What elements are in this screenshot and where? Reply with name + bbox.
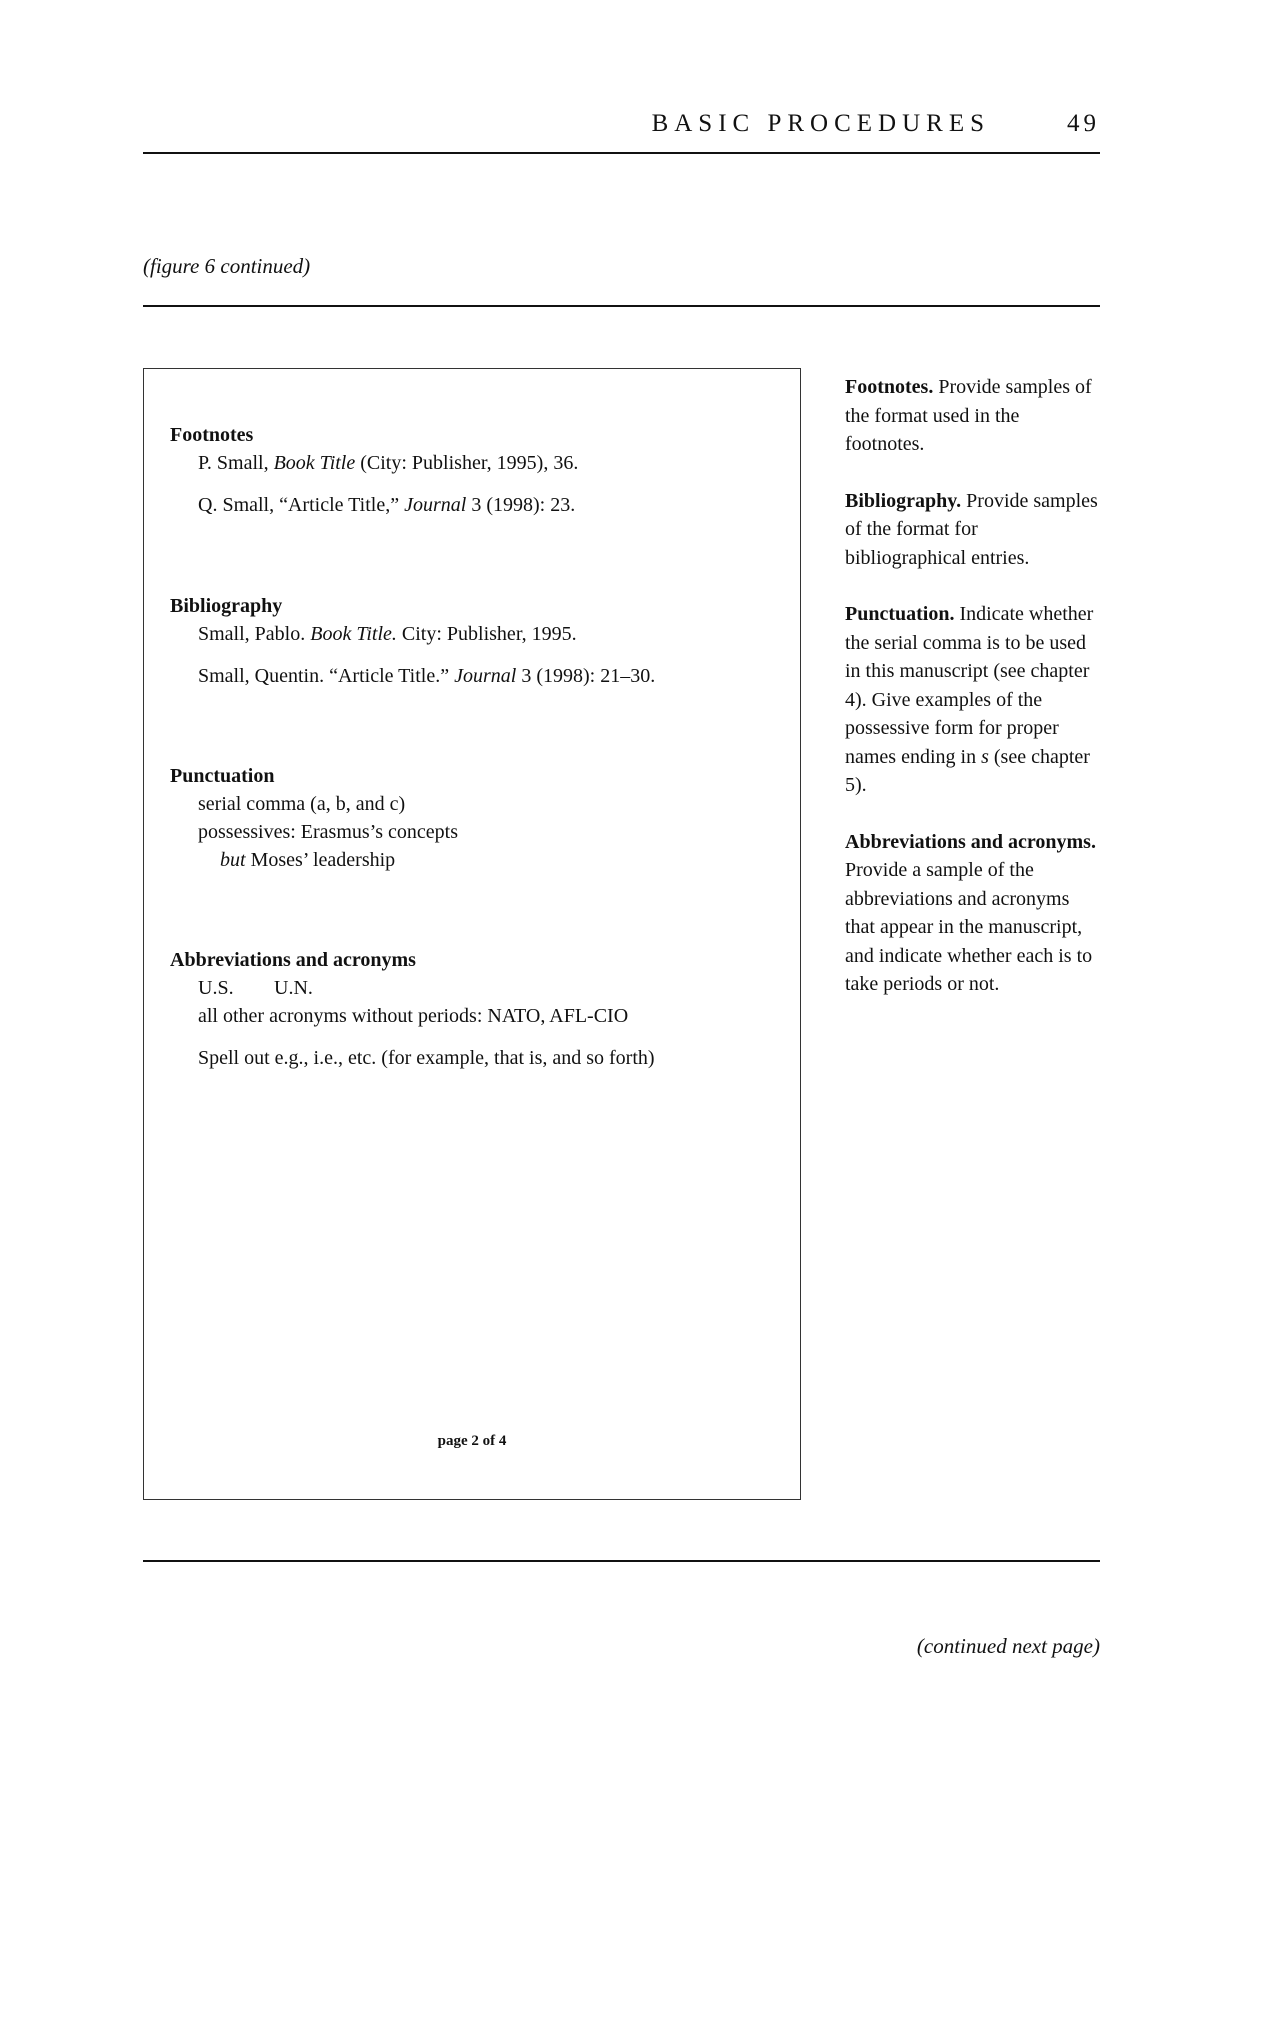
- sample-punctuation-section: [170, 762, 458, 874]
- sample-style-sheet-page: [143, 368, 801, 1500]
- running-head-title: BASIC PROCEDURES: [651, 110, 990, 137]
- page-number: 49: [1067, 110, 1100, 137]
- side-note-abbreviations: Abbreviations and acronyms. Provide a sample of the abbreviations and acronyms that appear in the manuscript, and indicate whether each is to take periods or not.: [845, 830, 1096, 995]
- sample-abbreviations-section: [170, 946, 655, 1072]
- running-head: [143, 110, 1100, 150]
- sample-footnotes-section: [170, 421, 578, 519]
- figure-top-rule: [143, 305, 1100, 307]
- sample-bibliography-section: [170, 592, 655, 690]
- side-notes: [845, 373, 1103, 1027]
- sample-abbreviations-line: U.S. U.N.: [198, 977, 313, 999]
- header-rule: [143, 152, 1100, 154]
- side-note-footnotes: Footnotes. Provide samples of the format used in the footnotes.: [845, 376, 1092, 455]
- sample-page-label: page 2 of 4: [437, 1433, 507, 1449]
- sample-footnotes-heading: Footnotes: [170, 424, 254, 446]
- side-note-punctuation: Punctuation. Indicate whether the serial comma is to be used in this manuscript (see chapter 4). Give examples of the possessive form for proper names ending in s (see chapter 5).: [845, 603, 1094, 796]
- sample-punctuation-line: possessives: Erasmus’s concepts: [198, 821, 458, 843]
- sample-punctuation-line: serial comma (a, b, and c): [198, 793, 406, 815]
- figure-continued-label: (figure 6 continued): [143, 254, 311, 278]
- sample-abbreviations-line: Spell out e.g., i.e., etc. (for example, that is, and so forth): [198, 1047, 655, 1069]
- sample-bib-entry-1: Small, Pablo. Book Title. City: Publisher, 1995.: [198, 623, 577, 645]
- sample-abbreviations-heading: Abbreviations and acronyms: [170, 949, 416, 971]
- sample-bibliography-heading: Bibliography: [170, 595, 283, 617]
- sample-abbreviations-line: all other acronyms without periods: NATO, AFL-CIO: [198, 1005, 629, 1027]
- continued-next-page-label: (continued next page): [916, 1634, 1100, 1658]
- sample-punctuation-heading: Punctuation: [170, 765, 275, 787]
- sample-punctuation-line: but Moses’ leadership: [220, 849, 396, 871]
- figure-bottom-rule: [143, 1560, 1100, 1562]
- sample-footnote-1: P. Small, Book Title (City: Publisher, 1995), 36.: [198, 452, 579, 474]
- side-note-bibliography: Bibliography. Provide samples of the format for bibliographical entries.: [845, 489, 1098, 569]
- sample-bib-entry-2: Small, Quentin. “Article Title.” Journal 3 (1998): 21–30.: [198, 665, 656, 687]
- sample-footnote-2: Q. Small, “Article Title,” Journal 3 (1998): 23.: [198, 494, 576, 516]
